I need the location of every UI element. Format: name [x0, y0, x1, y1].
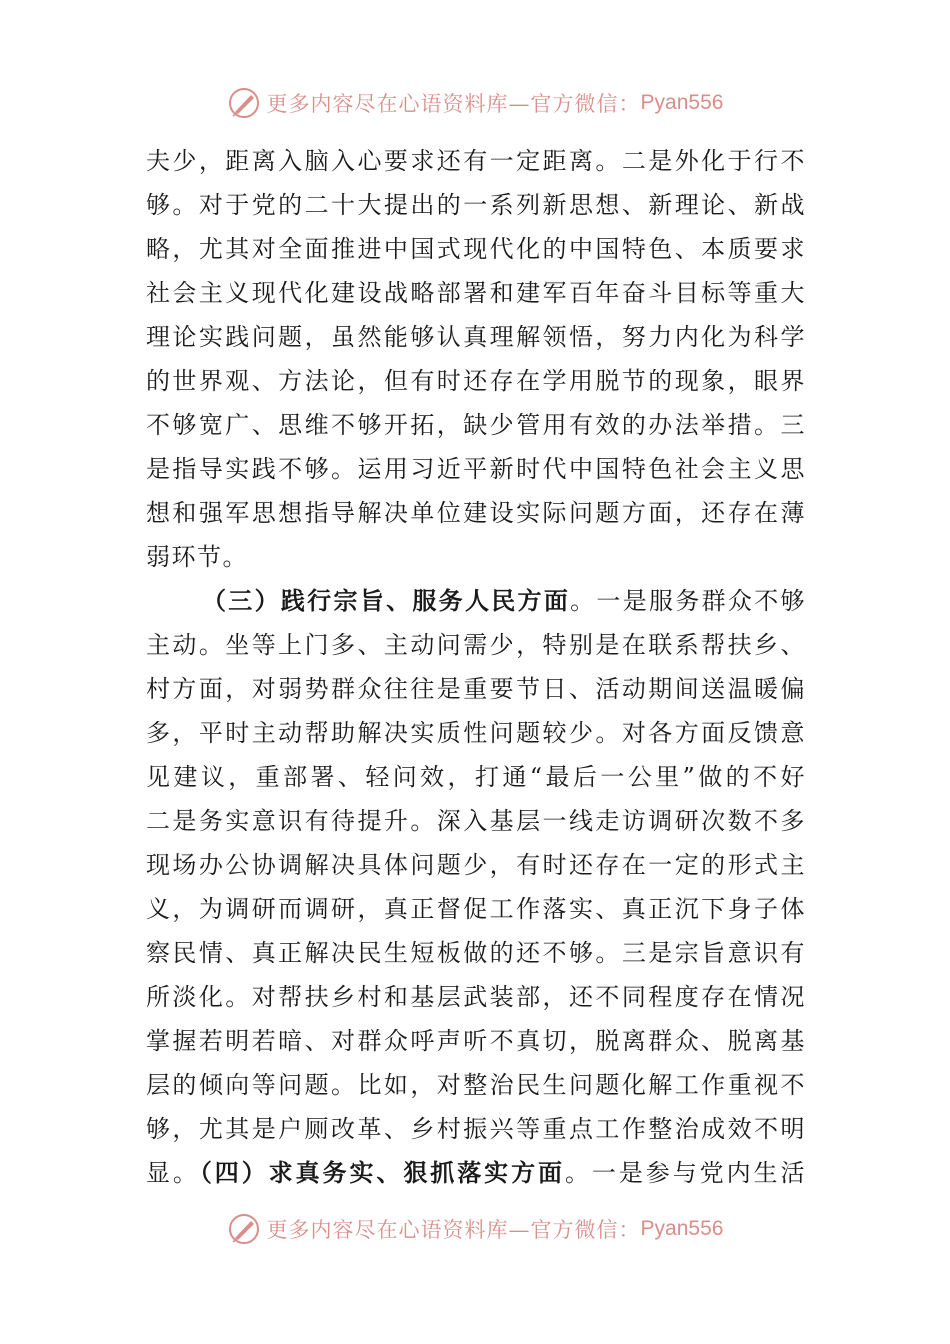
- pen-logo-icon: [227, 86, 261, 120]
- text-line: [146, 843, 806, 887]
- text-segment: 夫少，距离入脑入心要求还有一定距离。二是外化于行不: [146, 147, 806, 175]
- text-segment: 见建议，重部署、轻问效，打通“最后一公里”做的不好: [146, 763, 806, 791]
- text-segment: 村方面，对弱势群众往往是重要节日、活动期间送温暖偏: [146, 675, 806, 703]
- text-line: [146, 799, 806, 843]
- text-segment: 社会主义现代化建设战略部署和建军百年奋斗目标等重大: [146, 279, 806, 307]
- text-segment: 所淡化。对帮扶乡村和基层武装部，还不同程度存在情况: [146, 983, 806, 1011]
- text-segment: 是指导实践不够。运用习近平新时代中国特色社会主义思: [146, 455, 806, 483]
- text-line: [146, 887, 806, 931]
- text-line: [146, 755, 806, 799]
- text-segment: 理论实践问题，虽然能够认真理解领悟，努力内化为科学: [146, 323, 806, 351]
- banner-text: 更多内容尽在心语资料库—官方微信：: [266, 1218, 641, 1242]
- text-segment: 掌握若明若暗、对群众呼声听不真切，脱离群众、脱离基: [146, 1027, 806, 1055]
- pen-logo-icon: [227, 1212, 261, 1246]
- text-segment: 。一是参与党内生活: [565, 1159, 806, 1187]
- text-line: [146, 535, 806, 579]
- text-line: [146, 403, 806, 447]
- document-body: [146, 139, 806, 1195]
- watermark-banner-top: [0, 83, 950, 123]
- text-segment: 多，平时主动帮助解决实质性问题较少。对各方面反馈意: [146, 719, 806, 747]
- text-line: [146, 579, 806, 623]
- text-segment: 二是务实意识有待提升。深入基层一线走访调研次数不多: [146, 807, 806, 835]
- text-line: [146, 667, 806, 711]
- text-line: [146, 711, 806, 755]
- text-line: [146, 271, 806, 315]
- text-line: [146, 139, 806, 183]
- text-segment: 不够宽广、思维不够开拓，缺少管用有效的办法举措。三: [146, 411, 806, 439]
- text-segment: 想和强军思想指导解决单位建设实际问题方面，还存在薄: [146, 499, 806, 527]
- banner-wechat-id: Pyan556: [640, 91, 724, 114]
- text-line: [146, 315, 806, 359]
- text-segment: 主动。坐等上门多、主动问需少，特别是在联系帮扶乡、: [146, 631, 806, 659]
- text-segment: 现场办公协调解决具体问题少，有时还存在一定的形式主: [146, 851, 806, 879]
- text-line: [146, 623, 806, 667]
- text-segment: 够，尤其是户厕改革、乡村振兴等重点工作整治成效不明: [146, 1115, 806, 1143]
- text-line: [146, 359, 806, 403]
- section-heading: （三）践行宗旨、服务人民方面: [202, 586, 571, 615]
- banner-wechat-id: Pyan556: [640, 1217, 724, 1240]
- text-segment: 察民情、真正解决民生短板做的还不够。三是宗旨意识有: [146, 939, 806, 967]
- text-line: [146, 227, 806, 271]
- text-segment: 够。对于党的二十大提出的一系列新思想、新理论、新战: [146, 191, 806, 219]
- text-line: [146, 1019, 806, 1063]
- text-line: [146, 1063, 806, 1107]
- banner-text: 更多内容尽在心语资料库—官方微信：: [266, 92, 641, 116]
- text-segment: 层的倾向等问题。比如，对整治民生问题化解工作重视不: [146, 1071, 806, 1099]
- text-segment: 的世界观、方法论，但有时还存在学用脱节的现象，眼界: [146, 367, 806, 395]
- text-line: [146, 183, 806, 227]
- text-segment: 义，为调研而调研，真正督促工作落实、真正沉下身子体: [146, 895, 806, 923]
- text-segment: 弱环节。: [146, 543, 248, 571]
- watermark-banner-bottom: [0, 1209, 950, 1249]
- text-line: [146, 447, 806, 491]
- text-segment: 略，尤其对全面推进中国式现代化的中国特色、本质要求: [146, 235, 806, 263]
- text-segment: 显。: [146, 1159, 200, 1187]
- text-line: [146, 1151, 806, 1195]
- text-segment: 。一是服务群众不够: [570, 587, 807, 615]
- section-heading: （四）求真务实、狠抓落实方面: [199, 1158, 565, 1187]
- text-line: [146, 931, 806, 975]
- text-line: [146, 1107, 806, 1151]
- text-line: [146, 491, 806, 535]
- text-line: [146, 975, 806, 1019]
